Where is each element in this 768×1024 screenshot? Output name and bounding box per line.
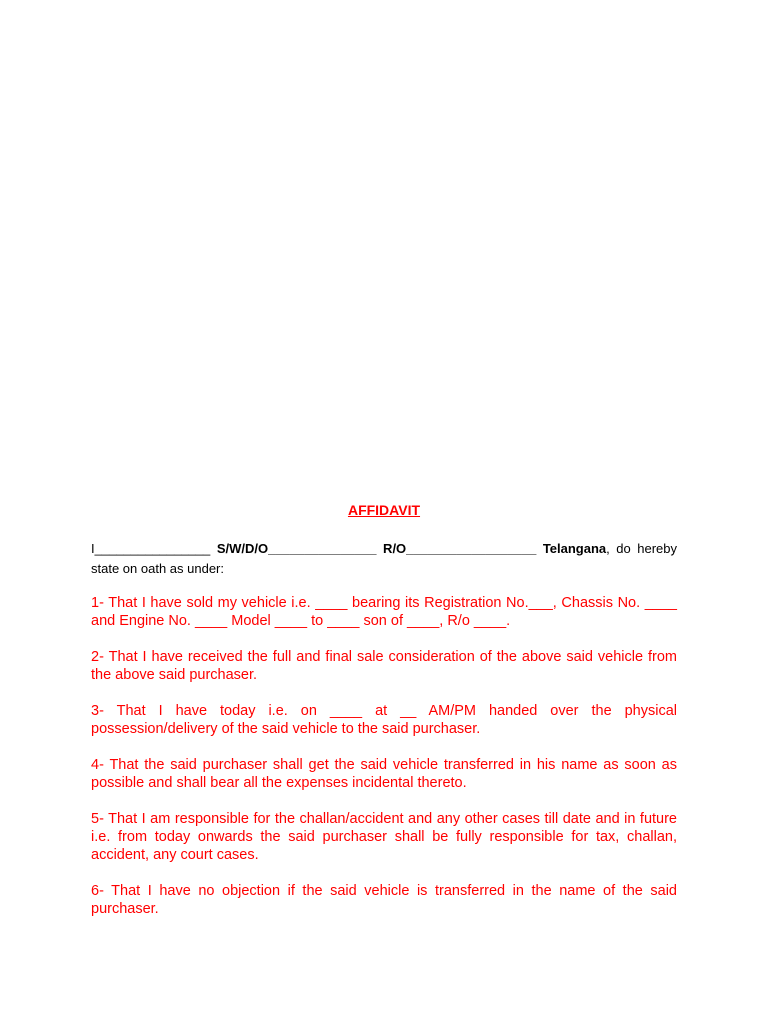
- document-title: [0, 502, 768, 518]
- intro-paragraph: [91, 539, 677, 579]
- intro-oath-text: , do hereby state on oath as under:: [91, 541, 678, 576]
- clause-2: 2- That I have received the full and final sale consideration of the above said vehicle from the above said purchaser.: [91, 649, 677, 683]
- title-text: AFFIDAVIT: [347, 502, 421, 518]
- clause-1: 1- That I have sold my vehicle i.e. ____ bearing its Registration No.___, Chassis No. ____ and Engine No. ____ Model ____ to ____ son of ____, R/o ____.: [91, 595, 677, 629]
- clause-list: [91, 594, 677, 936]
- clause-6: 6- That I have no objection if the said vehicle is transferred in the name of the said purchaser.: [91, 883, 677, 917]
- intro-name-blank: I________________: [91, 541, 217, 556]
- clause-3: 3- That I have today i.e. on ____ at __ AM/PM handed over the physical possession/delivery of the said vehicle to the said purchaser.: [91, 703, 677, 737]
- clause-5: 5- That I am responsible for the challan/accident and any other cases till date and in future i.e. from today onwards the said purchaser shall be fully responsible for tax, challan, accident, any court cases.: [91, 811, 677, 863]
- clause-4: 4- That the said purchaser shall get the said vehicle transferred in his name as soon as possible and shall bear all the expenses incidental thereto.: [91, 757, 677, 791]
- intro-relation-residence: S/W/D/O_______________ R/O__________________ Telangana: [216, 541, 607, 556]
